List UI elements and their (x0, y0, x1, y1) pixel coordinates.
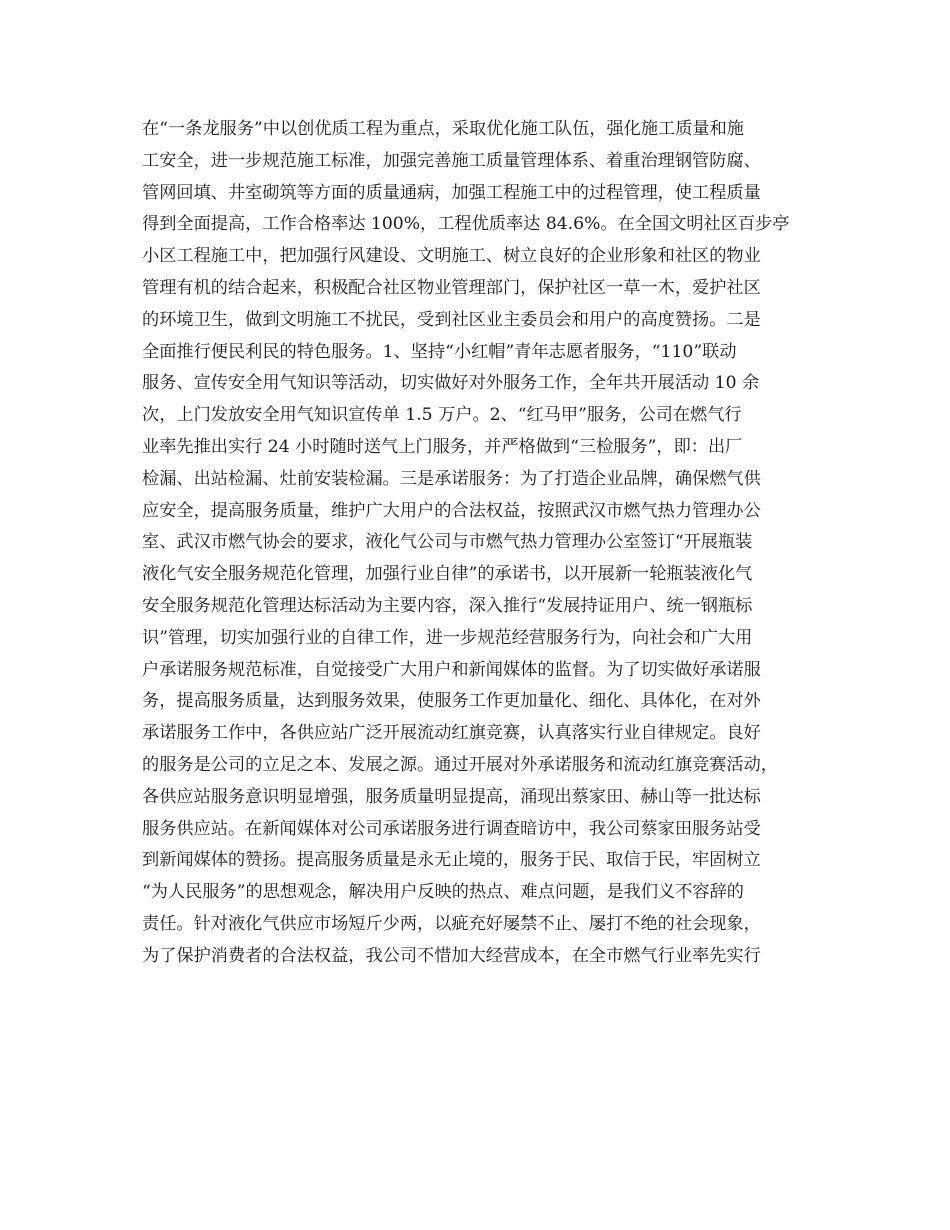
text-line: 的服务是公司的立足之本、发展之源。通过开展对外承诺服务和流动红旗竞赛活动， (142, 754, 778, 775)
text-line: 承诺服务工作中，各供应站广泛开展流动红旗竞赛，认真落实行业自律规定。良好 (142, 723, 761, 744)
text-line: 检漏、出站检漏、灶前安装检漏。三是承诺服务：为了打造企业品牌，确保燃气供 (142, 468, 761, 489)
text-line: 识”管理，切实加强行业的自律工作，进一步规范经营服务行为，向社会和广大用 (142, 627, 753, 648)
text-line: 责任。针对液化气供应市场短斤少两，以疵充好屡禁不止、屡打不绝的社会现象， (142, 913, 761, 934)
text-line: 小区工程施工中，把加强行风建设、文明施工、树立良好的企业形象和社区的物业 (142, 246, 761, 267)
text-line: 工安全，进一步规范施工标准，加强完善施工质量管理体系、着重治理钢管防腐、 (142, 150, 761, 171)
text-line: 得到全面提高，工作合格率达 100%，工程优质率达 84.6%。在全国文明社区百步亭 (142, 214, 790, 235)
text-line: 为了保护消费者的合法权益，我公司不惜加大经营成本，在全市燃气行业率先实行 (142, 945, 761, 966)
text-line: 应安全，提高服务质量，维护广大用户的合法权益，按照武汉市燃气热力管理办公 (142, 500, 761, 521)
text-line: 液化气安全服务规范化管理，加强行业自律”的承诺书，以开展新一轮瓶装液化气 (142, 564, 753, 585)
text-line: 的环境卫生，做到文明施工不扰民，受到社区业主委员会和用户的高度赞扬。二是 (142, 309, 761, 330)
text-line: 到新闻媒体的赞扬。提高服务质量是永无止境的，服务于民、取信于民，牢固树立 (142, 850, 761, 871)
text-line: “为人民服务”的思想观念，解决用户反映的热点、难点问题，是我们义不容辞的 (142, 882, 744, 903)
text-line: 安全服务规范化管理达标活动为主要内容，深入推行“发展持证用户、统一钢瓶标 (142, 595, 753, 616)
text-line: 业率先推出实行 24 小时随时送气上门服务，并严格做到“三检服务”，即：出厂 (142, 436, 743, 457)
text-line: 务，提高服务质量，达到服务效果，使服务工作更加量化、细化、具体化，在对外 (142, 691, 761, 712)
text-line: 服务、宣传安全用气知识等活动，切实做好对外服务工作，全年共开展活动 10 余 (142, 373, 760, 394)
text-line: 管网回填、井室砌筑等方面的质量通病，加强工程施工中的过程管理，使工程质量 (142, 182, 761, 203)
text-line: 次，上门发放安全用气知识宣传单 1.5 万户。2、“红马甲”服务，公司在燃气行 (142, 405, 742, 426)
text-line: 全面推行便民利民的特色服务。1、坚持“小红帽”青年志愿者服务，“110”联动 (142, 341, 737, 362)
text-line: 室、武汉市燃气协会的要求，液化气公司与市燃气热力管理办公室签订“开展瓶装 (142, 532, 753, 553)
text-line: 各供应站服务意识明显增强，服务质量明显提高，涌现出蔡家田、赫山等一批达标 (142, 786, 761, 807)
text-line: 服务供应站。在新闻媒体对公司承诺服务进行调查暗访中，我公司蔡家田服务站受 (142, 818, 761, 839)
text-line: 管理有机的结合起来，积极配合社区物业管理部门，保护社区一草一木，爱护社区 (142, 277, 761, 298)
text-line: 户承诺服务规范标准，自觉接受广大用户和新闻媒体的监督。为了切实做好承诺服 (142, 659, 761, 680)
body-text (142, 114, 832, 973)
text-line: 在“一条龙服务”中以创优质工程为重点，采取优化施工队伍，强化施工质量和施 (142, 119, 744, 139)
